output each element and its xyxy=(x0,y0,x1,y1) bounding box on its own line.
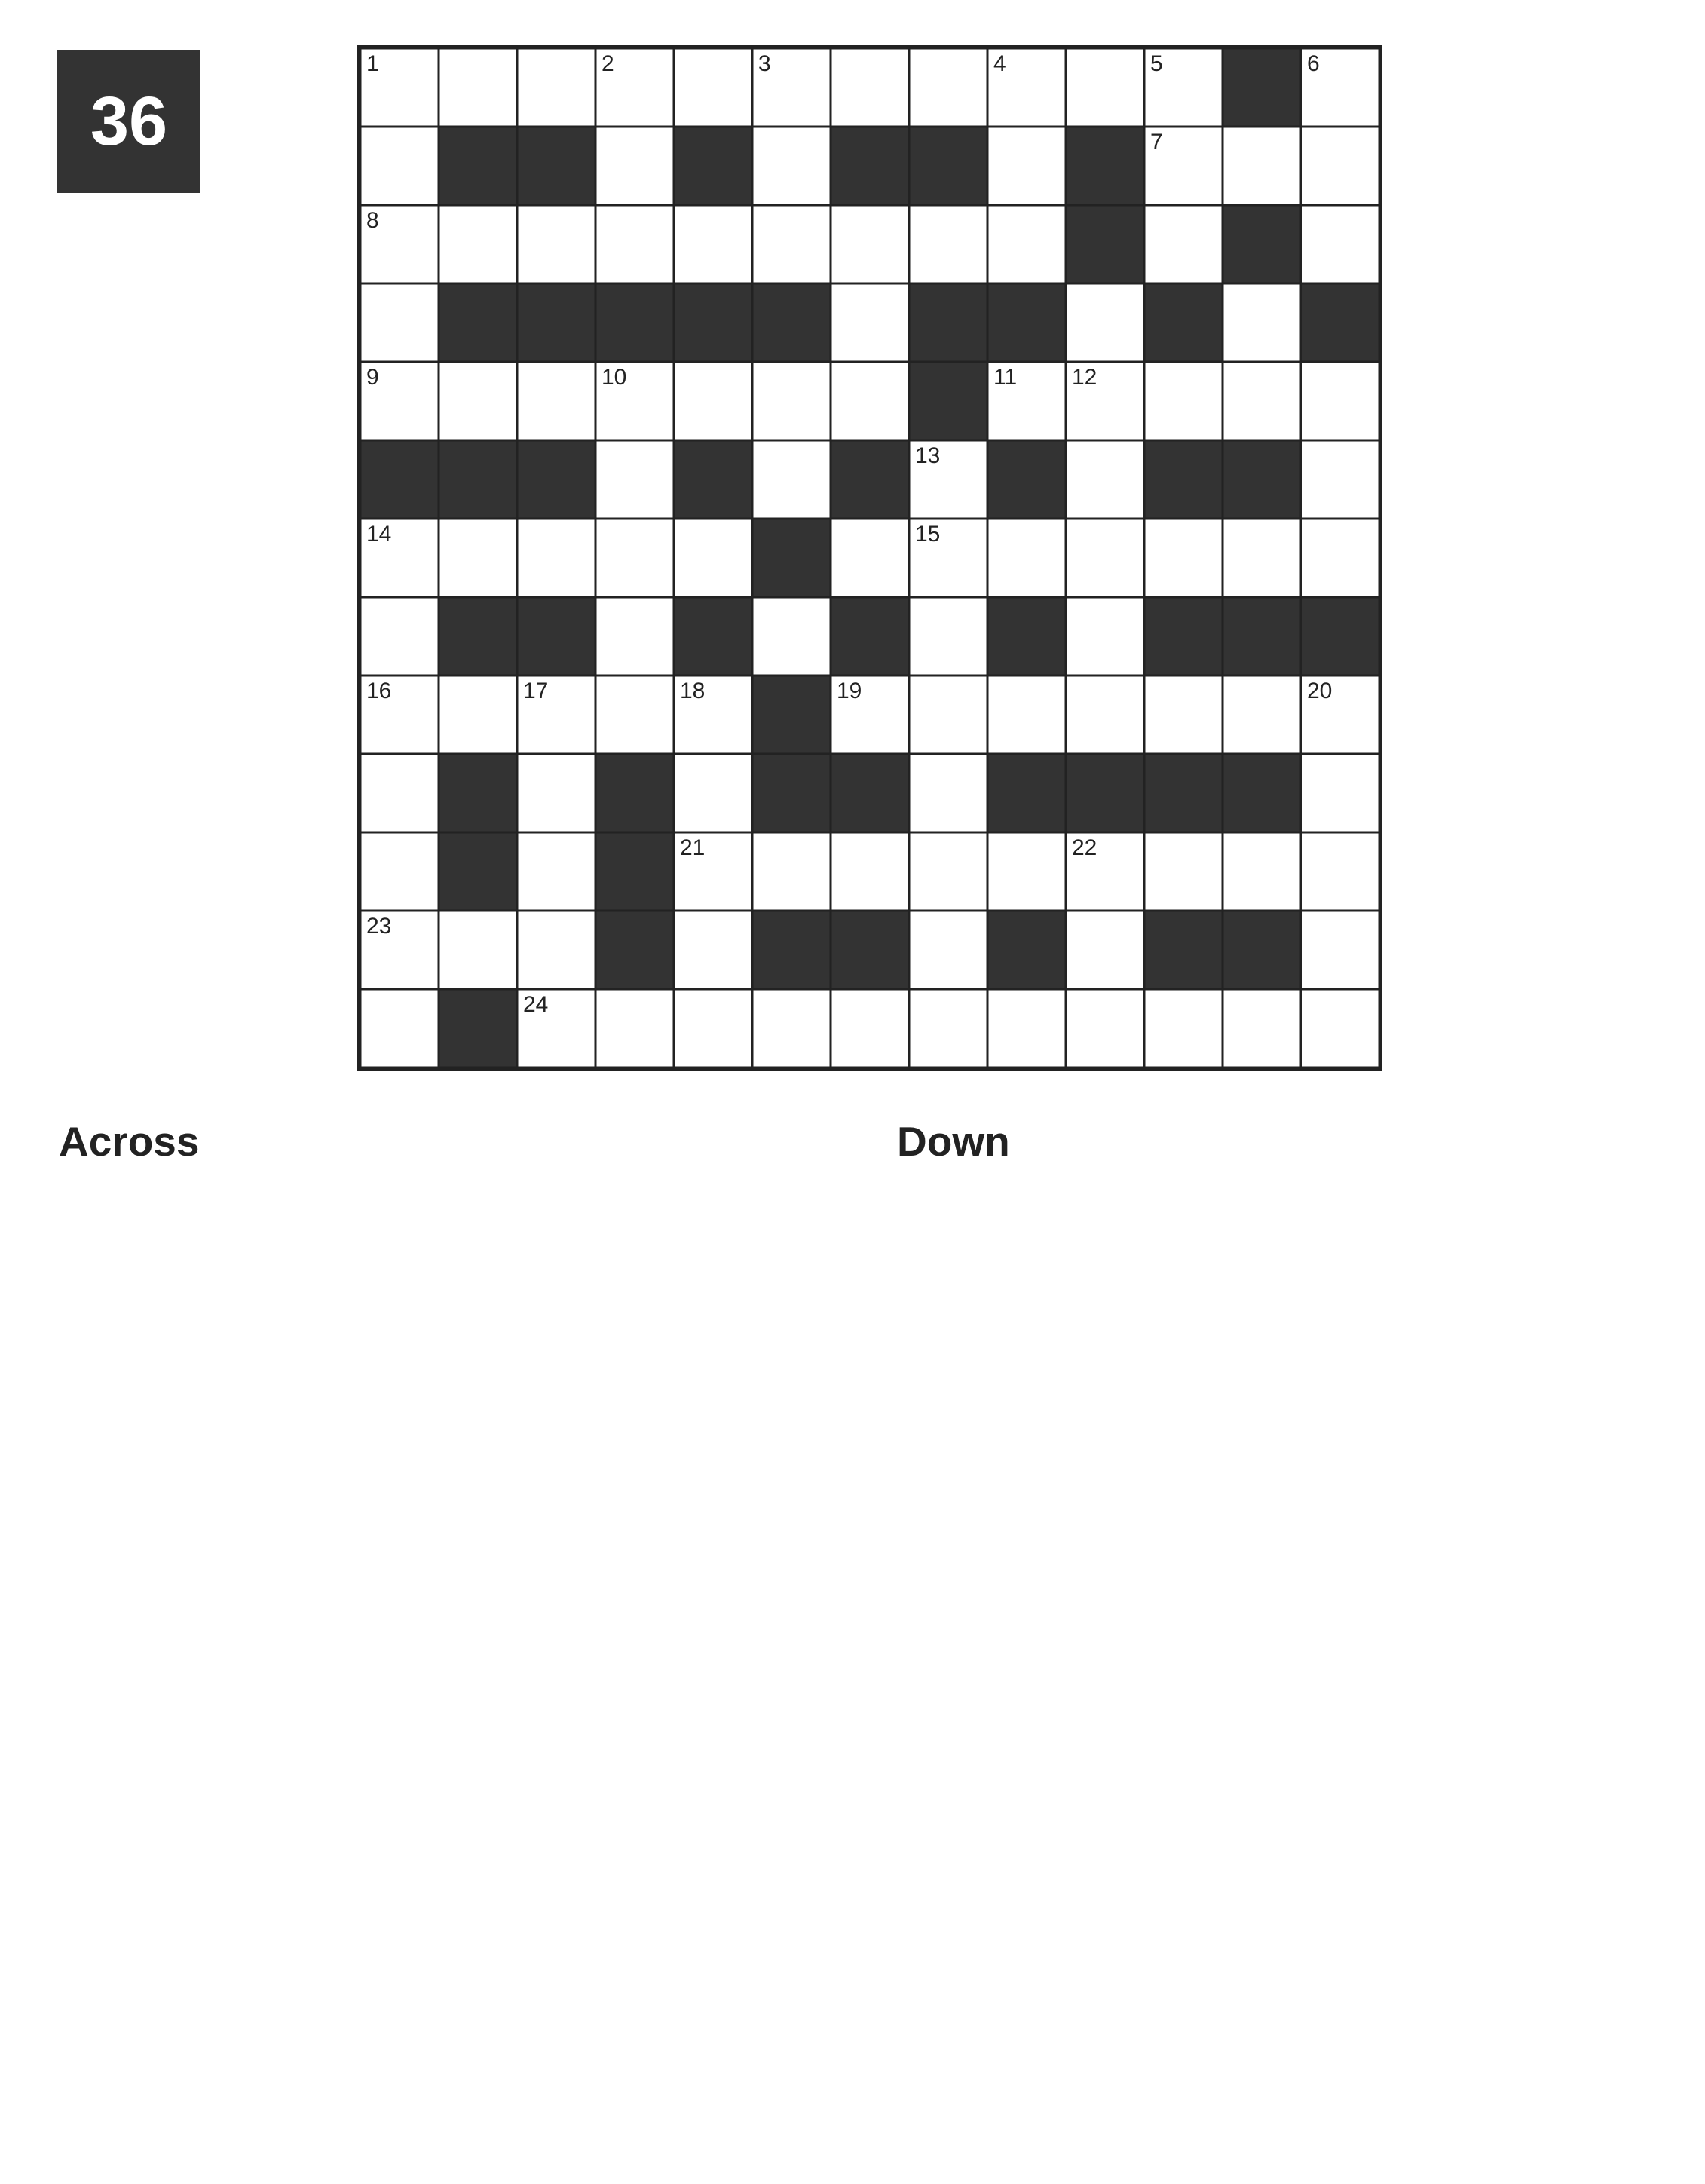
block-cell xyxy=(1144,440,1223,519)
answer-cell[interactable] xyxy=(1223,519,1301,597)
answer-cell[interactable] xyxy=(595,127,674,205)
answer-cell[interactable] xyxy=(360,597,439,675)
block-cell xyxy=(674,283,752,362)
block-cell xyxy=(1223,48,1301,127)
cell-number: 20 xyxy=(1307,678,1333,703)
cell-number: 13 xyxy=(915,443,941,468)
answer-cell[interactable] xyxy=(909,754,987,832)
block-cell xyxy=(909,283,987,362)
answer-cell[interactable] xyxy=(439,911,517,989)
block-cell xyxy=(831,911,909,989)
cell-number: 16 xyxy=(366,678,392,703)
answer-cell[interactable] xyxy=(439,205,517,283)
answer-cell[interactable] xyxy=(909,675,987,754)
block-cell xyxy=(595,754,674,832)
block-cell xyxy=(1223,754,1301,832)
block-cell xyxy=(674,597,752,675)
block-cell xyxy=(517,440,595,519)
answer-cell[interactable] xyxy=(1301,440,1379,519)
block-cell xyxy=(439,127,517,205)
answer-cell[interactable] xyxy=(831,362,909,440)
block-cell xyxy=(987,283,1066,362)
answer-cell[interactable] xyxy=(752,989,831,1067)
answer-cell[interactable] xyxy=(1301,519,1379,597)
answer-cell[interactable] xyxy=(1223,362,1301,440)
block-cell xyxy=(1223,205,1301,283)
answer-cell[interactable] xyxy=(439,48,517,127)
answer-cell[interactable] xyxy=(1223,832,1301,911)
block-cell xyxy=(1066,127,1144,205)
answer-cell[interactable] xyxy=(595,675,674,754)
answer-cell[interactable] xyxy=(360,754,439,832)
answer-cell[interactable] xyxy=(1144,519,1223,597)
cell-number: 23 xyxy=(366,914,392,939)
answer-cell[interactable] xyxy=(909,989,987,1067)
answer-cell[interactable] xyxy=(831,832,909,911)
block-cell xyxy=(674,440,752,519)
answer-cell[interactable] xyxy=(674,911,752,989)
answer-cell[interactable] xyxy=(909,832,987,911)
answer-cell[interactable] xyxy=(1301,989,1379,1067)
block-cell xyxy=(987,440,1066,519)
block-cell xyxy=(1066,754,1144,832)
crossword-grid xyxy=(357,45,1382,1071)
answer-cell[interactable] xyxy=(831,48,909,127)
puzzle-number: 36 xyxy=(90,82,168,160)
cell-number: 22 xyxy=(1072,835,1097,860)
cell-number: 18 xyxy=(680,678,706,703)
cell-number: 9 xyxy=(366,365,379,390)
block-cell xyxy=(517,127,595,205)
block-cell xyxy=(831,597,909,675)
block-cell xyxy=(1223,440,1301,519)
cell-number: 10 xyxy=(601,365,627,390)
answer-cell[interactable] xyxy=(987,127,1066,205)
answer-cell[interactable] xyxy=(595,519,674,597)
answer-cell[interactable] xyxy=(752,597,831,675)
cell-number: 6 xyxy=(1307,51,1320,76)
block-cell xyxy=(595,283,674,362)
answer-cell[interactable] xyxy=(674,205,752,283)
answer-cell[interactable] xyxy=(752,832,831,911)
block-cell xyxy=(439,597,517,675)
cell-number: 11 xyxy=(993,365,1018,390)
answer-cell[interactable] xyxy=(360,283,439,362)
block-cell xyxy=(595,911,674,989)
answer-cell[interactable] xyxy=(360,127,439,205)
block-cell xyxy=(439,832,517,911)
block-cell xyxy=(987,597,1066,675)
block-cell xyxy=(360,440,439,519)
answer-cell[interactable] xyxy=(595,989,674,1067)
answer-cell[interactable] xyxy=(360,832,439,911)
answer-cell[interactable] xyxy=(1301,362,1379,440)
answer-cell[interactable] xyxy=(987,989,1066,1067)
answer-cell[interactable] xyxy=(1066,440,1144,519)
block-cell xyxy=(517,597,595,675)
answer-cell[interactable] xyxy=(595,205,674,283)
answer-cell[interactable] xyxy=(909,48,987,127)
block-cell xyxy=(1144,754,1223,832)
block-cell xyxy=(1223,597,1301,675)
block-cell xyxy=(674,127,752,205)
answer-cell[interactable] xyxy=(1223,283,1301,362)
answer-cell[interactable] xyxy=(517,754,595,832)
answer-cell[interactable] xyxy=(752,127,831,205)
answer-cell[interactable] xyxy=(595,440,674,519)
answer-cell[interactable] xyxy=(987,832,1066,911)
answer-cell[interactable] xyxy=(439,519,517,597)
block-cell xyxy=(909,127,987,205)
answer-cell[interactable] xyxy=(439,362,517,440)
cell-number: 14 xyxy=(366,522,392,547)
cell-number: 5 xyxy=(1150,51,1163,76)
block-cell xyxy=(752,675,831,754)
block-cell xyxy=(1144,911,1223,989)
block-cell xyxy=(439,440,517,519)
answer-cell[interactable] xyxy=(517,205,595,283)
cell-number: 7 xyxy=(1150,130,1163,155)
answer-cell[interactable] xyxy=(1144,832,1223,911)
block-cell xyxy=(831,754,909,832)
answer-cell[interactable] xyxy=(1144,989,1223,1067)
grid-svg xyxy=(360,48,1379,1067)
block-cell xyxy=(831,127,909,205)
answer-cell[interactable] xyxy=(1066,989,1144,1067)
answer-cell[interactable] xyxy=(674,48,752,127)
cell-number: 24 xyxy=(523,992,549,1017)
answer-cell[interactable] xyxy=(987,519,1066,597)
block-cell xyxy=(1144,283,1223,362)
answer-cell[interactable] xyxy=(752,362,831,440)
block-cell xyxy=(752,283,831,362)
answer-cell[interactable] xyxy=(1223,675,1301,754)
answer-cell[interactable] xyxy=(674,362,752,440)
answer-cell[interactable] xyxy=(909,911,987,989)
puzzle-number-badge xyxy=(57,50,200,193)
cell-number: 2 xyxy=(601,51,614,76)
answer-cell[interactable] xyxy=(517,362,595,440)
block-cell xyxy=(752,754,831,832)
block-cell xyxy=(595,832,674,911)
answer-cell[interactable] xyxy=(831,283,909,362)
answer-cell[interactable] xyxy=(674,754,752,832)
block-cell xyxy=(1223,911,1301,989)
answer-cell[interactable] xyxy=(517,48,595,127)
answer-cell[interactable] xyxy=(752,205,831,283)
answer-cell[interactable] xyxy=(1144,362,1223,440)
cell-number: 21 xyxy=(680,835,706,860)
answer-cell[interactable] xyxy=(1301,911,1379,989)
answer-cell[interactable] xyxy=(517,911,595,989)
answer-cell[interactable] xyxy=(1144,205,1223,283)
answer-cell[interactable] xyxy=(360,989,439,1067)
answer-cell[interactable] xyxy=(909,205,987,283)
cell-number: 17 xyxy=(523,678,549,703)
answer-cell[interactable] xyxy=(1223,127,1301,205)
block-cell xyxy=(1301,597,1379,675)
block-cell xyxy=(987,754,1066,832)
answer-cell[interactable] xyxy=(674,519,752,597)
answer-cell[interactable] xyxy=(831,205,909,283)
block-cell xyxy=(752,911,831,989)
answer-cell[interactable] xyxy=(1301,205,1379,283)
answer-cell[interactable] xyxy=(439,675,517,754)
block-cell xyxy=(439,283,517,362)
answer-cell[interactable] xyxy=(831,519,909,597)
answer-cell[interactable] xyxy=(1066,283,1144,362)
answer-cell[interactable] xyxy=(1066,519,1144,597)
answer-cell[interactable] xyxy=(1223,989,1301,1067)
answer-cell[interactable] xyxy=(517,519,595,597)
block-cell xyxy=(439,989,517,1067)
cell-number: 12 xyxy=(1072,365,1097,390)
answer-cell[interactable] xyxy=(1301,832,1379,911)
answer-cell[interactable] xyxy=(517,832,595,911)
cell-number: 19 xyxy=(837,678,862,703)
answer-cell[interactable] xyxy=(1066,48,1144,127)
block-cell xyxy=(1066,205,1144,283)
block-cell xyxy=(909,362,987,440)
cell-number: 1 xyxy=(366,51,379,76)
block-cell xyxy=(831,440,909,519)
answer-cell[interactable] xyxy=(1066,675,1144,754)
answer-cell[interactable] xyxy=(987,205,1066,283)
block-cell xyxy=(752,519,831,597)
cell-number: 3 xyxy=(758,51,771,76)
answer-cell[interactable] xyxy=(831,989,909,1067)
block-cell xyxy=(1144,597,1223,675)
cell-number: 4 xyxy=(993,51,1006,76)
answer-cell[interactable] xyxy=(1066,597,1144,675)
cell-number: 8 xyxy=(366,208,379,233)
down-heading: Down xyxy=(897,1118,1010,1165)
cell-number: 15 xyxy=(915,522,941,547)
answer-cell[interactable] xyxy=(752,440,831,519)
answer-cell[interactable] xyxy=(1301,127,1379,205)
answer-cell[interactable] xyxy=(1066,911,1144,989)
block-cell xyxy=(1301,283,1379,362)
block-cell xyxy=(439,754,517,832)
answer-cell[interactable] xyxy=(1144,675,1223,754)
answer-cell[interactable] xyxy=(674,989,752,1067)
answer-cell[interactable] xyxy=(987,675,1066,754)
answer-cell[interactable] xyxy=(909,597,987,675)
block-cell xyxy=(987,911,1066,989)
answer-cell[interactable] xyxy=(595,597,674,675)
block-cell xyxy=(517,283,595,362)
answer-cell[interactable] xyxy=(1301,754,1379,832)
across-heading: Across xyxy=(59,1118,200,1165)
